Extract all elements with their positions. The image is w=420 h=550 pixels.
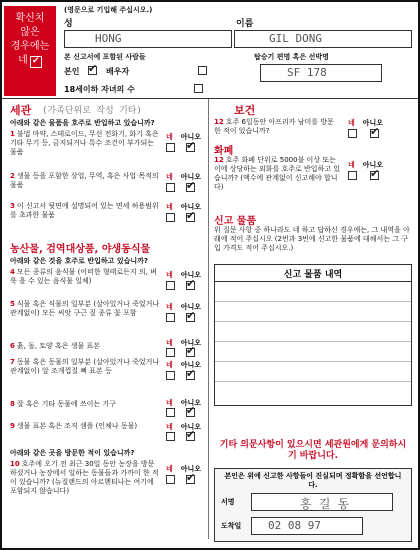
q3-options[interactable]: 네 아니오	[166, 203, 202, 211]
list-divider	[215, 281, 411, 282]
check-mark-icon: ✔	[186, 367, 196, 380]
check-mark-icon: ✔	[186, 309, 196, 322]
flight-label: 탑승기 편명 혹은 선박명	[254, 53, 329, 61]
surname-value: HONG	[95, 32, 122, 45]
declaration-text: 본인은 위에 신고한 사항들이 진실되며 정확함을 선언합니다.	[224, 472, 402, 489]
check-mark-icon: ✔	[186, 428, 196, 441]
question-3: 3 이 신고서 뒷면에 설명되어 있는 면세 허용범위를 초과한 물품	[10, 202, 159, 219]
surname-label: 성	[64, 19, 73, 29]
list-line	[215, 341, 411, 342]
check-mark-icon: ✔	[186, 179, 196, 192]
declared-goods-instructions: 위 질문 사항 중 하나라도 네 하고 답하신 경우에는, 그 내역을 아래에 적어 주십시오 (2번과 3번에 신고한 물품에 대해서는 그 구입 가격도 적어 주십시오.)	[214, 226, 410, 252]
currency-title: 화폐	[214, 146, 234, 157]
q7-options[interactable]: 네 아니오	[166, 361, 202, 369]
flight-field[interactable]	[260, 64, 382, 82]
question-4: 4 모든 종류의 음식물 (어떠한 형태로든지 의, 벼룩 을 수 있는 음식물 일체)	[10, 268, 157, 285]
header-divider	[2, 98, 418, 99]
question-6: 6 흙, 돌, 토양 혹은 생물 표본	[10, 342, 101, 350]
list-line	[215, 301, 411, 302]
tab-line-4: 네	[18, 55, 28, 66]
q11-options[interactable]: 네 아니오	[348, 119, 384, 127]
check-mark-icon: ✔	[186, 344, 196, 357]
check-mark-icon: ✔	[370, 167, 380, 180]
q12-options[interactable]: 네 아니오	[348, 161, 384, 169]
q1-yes-box[interactable]	[166, 143, 175, 152]
declared-goods-title: 신고 물품	[214, 216, 257, 227]
question-1: 1 불법 마약, 스테로이드, 무선 전화기, 화기 혹은 기타 무기 등, 금지되거나 특수 조건이 부가되는 물품	[10, 130, 159, 156]
q9-options[interactable]: 네 아니오	[166, 423, 202, 431]
check-box-icon: ✔	[30, 56, 42, 68]
given-name-value: GIL DONG	[269, 32, 322, 45]
tab-line-1: 확신치	[15, 13, 45, 24]
customs-handwritten-note: (가족단위로 작성 기타)	[42, 106, 142, 116]
q5-options[interactable]: 네 아니오	[166, 303, 202, 311]
spouse-label: 배우자	[106, 67, 130, 76]
list-line	[215, 381, 411, 382]
q12-yes-box[interactable]	[348, 171, 357, 180]
agriculture-question: 아래와 같은 것을 호주로 반입하고 있습니까?	[10, 257, 148, 265]
q3-yes-box[interactable]	[166, 213, 175, 222]
check-mark-icon: ✔	[186, 471, 196, 484]
q11-yes-box[interactable]	[348, 129, 357, 138]
question-9: 9 생물 표본 혹은 조직 샘플 (인체나 동물)	[10, 422, 138, 430]
arrival-date-label: 도착일	[221, 522, 242, 530]
q10-yes-box[interactable]	[166, 475, 175, 484]
tab-line-2: 않은	[20, 27, 40, 38]
tab-line-3: 경우에는	[10, 41, 50, 52]
q8-yes-box[interactable]	[166, 408, 175, 417]
check-mark-icon: ✔	[370, 125, 380, 138]
check-mark-icon: ✔	[186, 404, 196, 417]
q10-options[interactable]: 네 아니오	[166, 465, 202, 473]
minors-field[interactable]	[194, 84, 203, 93]
travel-question: 아래와 같은 곳을 방문한 적이 있습니까?	[10, 449, 135, 457]
customs-question: 아래와 같은 물품을 호주로 반입하고 있습니까?	[10, 119, 155, 127]
q8-options[interactable]: 네 아니오	[166, 399, 202, 407]
q4-yes-box[interactable]	[166, 281, 175, 290]
question-5: 5 식물 혹은 식물의 일부분 (살아있거나 죽었거나 관계없이) 모든 씨앗 구근 짚 종류 꽃 포함	[10, 300, 160, 317]
question-12: 12 호주 화폐 단위로 5000불 이상 또는 이에 상당하는 외화를 호주로 반입하고 있습니까? (액수에 관계없이 신고해야 합니다)	[214, 156, 341, 191]
list-line	[215, 321, 411, 322]
arrival-date-field[interactable]	[251, 517, 363, 535]
given-name-field[interactable]	[234, 30, 412, 48]
column-divider	[208, 99, 209, 539]
arrival-date-value: 02 08 97	[268, 519, 321, 532]
q5-yes-box[interactable]	[166, 313, 175, 322]
spouse-checkbox[interactable]	[198, 66, 207, 75]
q4-options[interactable]: 네 아니오	[166, 271, 202, 279]
check-mark-icon: ✔	[186, 277, 196, 290]
question-2: 2 생물 등을 포함한 상업, 무역, 혹은 사업 목적의 물품	[10, 172, 159, 189]
surname-field[interactable]	[64, 30, 232, 48]
contact-notice: 기타 의문사항이 있으시면 세관원에게 문의하시기 바랍니다.	[219, 440, 407, 461]
q9-yes-box[interactable]	[166, 432, 175, 441]
question-10: 10 호주에 오기 전 최근 30일 동안 농장을 방문하셨거나 농장에서 일하는 동물들과 가까이 한 적이 있습니까? (뉴질랜드의 아르헨티나는 여기에 포함되지 않습니다)	[10, 460, 159, 495]
self-label: 본인	[64, 67, 80, 76]
q6-yes-box[interactable]	[166, 348, 175, 357]
q6-options[interactable]: 네 아니오	[166, 339, 202, 347]
agriculture-title: 농산물, 검역대상품, 야생동식물	[10, 244, 151, 255]
question-7: 7 동물 혹은 동물의 일부분 (살아있거나 죽었거나 관계없이) 알 조개껍질 뼈 표본 등	[10, 358, 160, 375]
health-title: 보건	[234, 104, 256, 117]
check-mark-icon: ✔	[88, 62, 98, 75]
customs-title: 세관	[10, 104, 32, 117]
signature-value: 홍 길 동	[300, 497, 350, 511]
warning-tab	[4, 6, 56, 96]
given-name-label: 이름	[236, 19, 254, 29]
question-8: 8 잘 혹은 기타 동물에 쓰이는 기구	[10, 400, 116, 408]
declared-goods-list[interactable]	[214, 264, 412, 406]
flight-value: SF 178	[287, 66, 327, 79]
check-mark-icon: ✔	[186, 139, 196, 152]
q1-options[interactable]: 네 아니오	[166, 133, 202, 141]
signature-field[interactable]	[251, 493, 393, 511]
signature-label: 서명	[221, 498, 235, 506]
form-instruction: (영문으로 기입해 주십시오.)	[64, 6, 153, 14]
q7-yes-box[interactable]	[166, 371, 175, 380]
list-line	[215, 361, 411, 362]
check-mark-icon: ✔	[186, 209, 196, 222]
declared-goods-list-title: 신고 물품 내역	[283, 270, 343, 280]
question-11: 12 호주 6일동안 아프리카 남미를 방문한 적이 있습니까?	[214, 118, 334, 135]
q2-yes-box[interactable]	[166, 183, 175, 192]
companions-label: 본 신고서에 포함된 사람들	[64, 53, 146, 61]
declaration-box	[214, 468, 412, 542]
minors-label: 18세이하 자녀의 수	[64, 85, 135, 94]
q2-options[interactable]: 네 아니오	[166, 173, 202, 181]
